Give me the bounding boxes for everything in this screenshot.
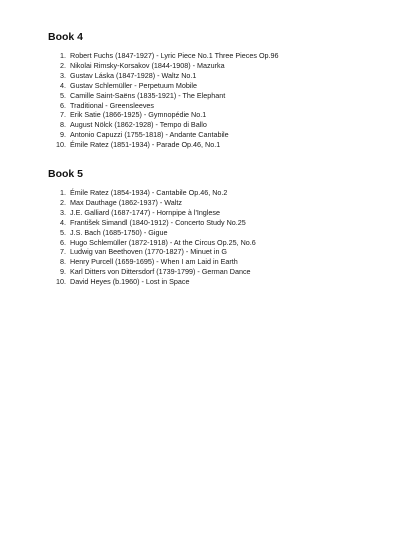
item-number: 5.: [60, 227, 66, 237]
list-item: [48, 51, 388, 61]
list-item: [48, 238, 388, 248]
item-text: Henry Purcell (1659-1695) - When I am Laid in Earth: [70, 257, 238, 267]
list-item: [48, 130, 388, 140]
book-5-section: [48, 168, 388, 287]
item-text: Max Dauthage (1862-1937) - Waltz: [70, 197, 182, 207]
list-item: [48, 228, 388, 238]
piece-list: [48, 51, 388, 150]
list-item: [48, 208, 388, 218]
item-text: Erik Satie (1866-1925) - Gymnopédie No.1: [70, 110, 207, 120]
list-item: [48, 110, 388, 120]
item-text: J.E. Galliard (1687-1747) - Hornpipe à l'Inglese: [70, 207, 220, 217]
item-text: František Simandl (1840-1912) - Concerto Study No.25: [70, 217, 246, 227]
item-number: 3.: [60, 70, 66, 80]
list-item: [48, 140, 388, 150]
list-item: [48, 247, 388, 257]
list-item: [48, 101, 388, 111]
list-item: [48, 277, 388, 287]
piece-list: [48, 188, 388, 287]
item-number: 2.: [60, 60, 66, 70]
item-number: 6.: [60, 100, 66, 110]
item-text: Gustav Láska (1847-1928) - Waltz No.1: [70, 70, 197, 80]
item-number: 10.: [56, 277, 66, 287]
item-number: 9.: [60, 267, 66, 277]
list-item: [48, 198, 388, 208]
item-number: 1.: [60, 188, 66, 197]
list-item: [48, 81, 388, 91]
list-item: [48, 71, 388, 81]
item-number: 1.: [60, 51, 66, 60]
item-number: 7.: [60, 247, 66, 257]
item-text: Camille Saint-Saëns (1835-1921) - The Elephant: [70, 90, 226, 100]
item-text: Nikolai Rimsky-Korsakov (1844-1908) - Mazurka: [70, 60, 225, 70]
item-number: 10.: [56, 140, 66, 150]
item-text: David Heyes (b.1960) - Lost in Space: [70, 277, 190, 287]
list-item: [48, 188, 388, 198]
item-number: 4.: [60, 80, 66, 90]
item-text: Traditional - Greensleeves: [70, 100, 155, 110]
list-item: [48, 267, 388, 277]
item-text: Émile Ratez (1851-1934) - Parade Op.46, No.1: [70, 140, 221, 150]
list-item: [48, 91, 388, 101]
book-title: Book 4: [48, 31, 84, 43]
item-text: Antonio Capuzzi (1755-1818) - Andante Cantabile: [70, 130, 229, 140]
item-number: 9.: [60, 130, 66, 140]
list-item: [48, 61, 388, 71]
item-text: J.S. Bach (1685-1750) - Gigue: [70, 227, 168, 237]
item-number: 5.: [60, 90, 66, 100]
item-text: Karl Ditters von Dittersdorf (1739-1799) - German Dance: [70, 267, 251, 277]
item-text: August Nölck (1862-1928) - Tempo di Ballo: [70, 120, 207, 130]
list-item: [48, 218, 388, 228]
item-number: 4.: [60, 217, 66, 227]
item-text: Hugo Schlemüller (1872-1918) - At the Circus Op.25, No.6: [70, 237, 256, 247]
list-item: [48, 120, 388, 130]
item-text: Gustav Schlemüller - Perpetuum Mobile: [70, 80, 198, 90]
book-4-section: [48, 31, 388, 150]
item-number: 8.: [60, 257, 66, 267]
list-item: [48, 257, 388, 267]
item-number: 3.: [60, 207, 66, 217]
book-title: Book 5: [48, 168, 84, 180]
item-text: Émile Ratez (1854-1934) - Cantabile Op.46, No.2: [70, 188, 228, 197]
item-text: Ludwig van Beethoven (1770-1827) - Minuet in G: [70, 247, 228, 257]
item-number: 7.: [60, 110, 66, 120]
item-number: 6.: [60, 237, 66, 247]
item-number: 2.: [60, 197, 66, 207]
item-text: Robert Fuchs (1847-1927) - Lyric Piece No.1 Three Pieces Op.96: [70, 51, 279, 60]
item-number: 8.: [60, 120, 66, 130]
